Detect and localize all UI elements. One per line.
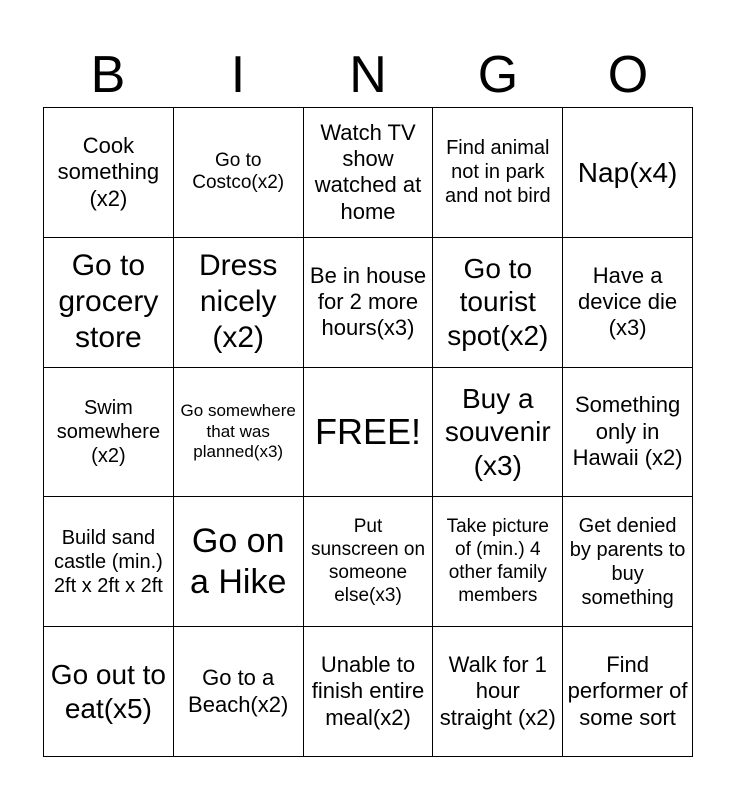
bingo-cell[interactable]: Find performer of some sort	[563, 627, 693, 757]
header-letter-i: I	[230, 46, 246, 104]
bingo-cell[interactable]: Go to Costco(x2)	[174, 108, 304, 238]
bingo-cell[interactable]: Something only in Hawaii (x2)	[563, 368, 693, 498]
bingo-cell[interactable]: Nap(x4)	[563, 108, 693, 238]
bingo-cell[interactable]: Cook something (x2)	[44, 108, 174, 238]
bingo-cell[interactable]: Build sand castle (min.) 2ft x 2ft x 2ft	[44, 497, 174, 627]
bingo-cell[interactable]: Buy a souvenir (x3)	[433, 368, 563, 498]
bingo-cell[interactable]: Dress nicely (x2)	[174, 238, 304, 368]
bingo-cell[interactable]: Have a device die (x3)	[563, 238, 693, 368]
bingo-cell[interactable]: Swim somewhere (x2)	[44, 368, 174, 498]
header-letter-o: O	[607, 46, 649, 104]
bingo-cell[interactable]: Go to tourist spot(x2)	[433, 238, 563, 368]
header-letter-b: B	[90, 46, 126, 104]
bingo-cell-free[interactable]: FREE!	[304, 368, 434, 498]
header-letter-n: N	[349, 46, 387, 104]
bingo-cell[interactable]: Go out to eat(x5)	[44, 627, 174, 757]
header-letter-g: G	[477, 46, 519, 104]
bingo-cell[interactable]: Go on a Hike	[174, 497, 304, 627]
bingo-cell[interactable]: Take picture of (min.) 4 other family members	[433, 497, 563, 627]
bingo-cell[interactable]: Watch TV show watched at home	[304, 108, 434, 238]
bingo-cell[interactable]: Be in house for 2 more hours(x3)	[304, 238, 434, 368]
bingo-cell[interactable]: Find animal not in park and not bird	[433, 108, 563, 238]
bingo-cell[interactable]: Unable to finish entire meal(x2)	[304, 627, 434, 757]
bingo-cell[interactable]: Put sunscreen on someone else(x3)	[304, 497, 434, 627]
bingo-cell[interactable]: Walk for 1 hour straight (x2)	[433, 627, 563, 757]
bingo-cell[interactable]: Go somewhere that was planned(x3)	[174, 368, 304, 498]
bingo-grid	[43, 107, 693, 757]
bingo-cell[interactable]: Go to grocery store	[44, 238, 174, 368]
bingo-cell[interactable]: Get denied by parents to buy something	[563, 497, 693, 627]
bingo-cell[interactable]: Go to a Beach(x2)	[174, 627, 304, 757]
bingo-header	[43, 44, 693, 106]
